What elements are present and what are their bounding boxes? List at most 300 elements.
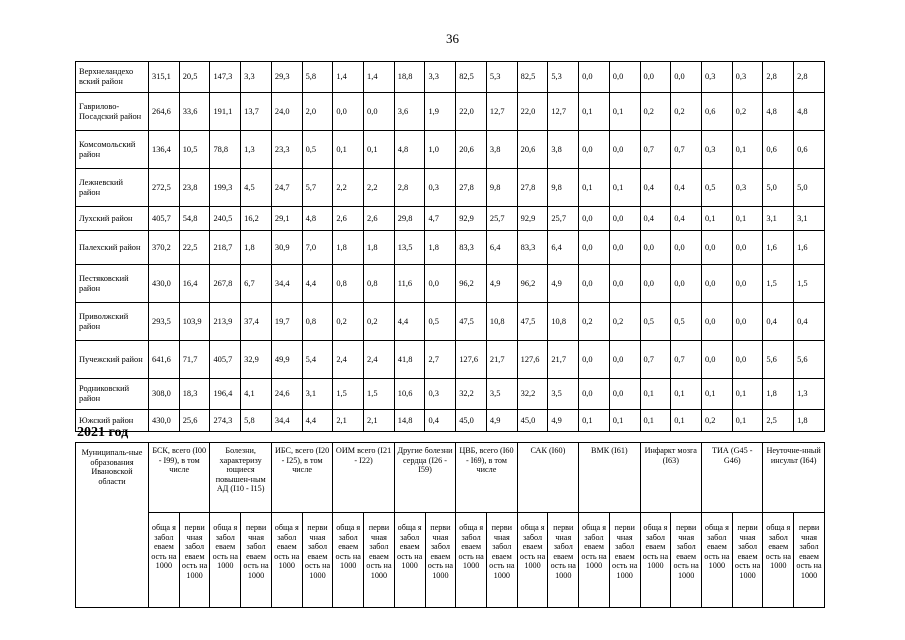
- value-cell: 25,7: [486, 207, 517, 231]
- value-cell: 2,4: [364, 341, 395, 379]
- value-cell: 24,6: [271, 379, 302, 410]
- group-header: БСК, всего (I00 - I99), в том числе: [149, 443, 210, 513]
- value-cell: 7,0: [302, 231, 333, 265]
- value-cell: 83,3: [456, 231, 487, 265]
- value-cell: 6,7: [241, 265, 272, 303]
- value-cell: 0,0: [333, 93, 364, 131]
- value-cell: 191,1: [210, 93, 241, 131]
- value-cell: 82,5: [456, 62, 487, 93]
- value-cell: 0,1: [732, 131, 763, 169]
- value-cell: 0,4: [640, 207, 671, 231]
- value-cell: 5,6: [794, 341, 825, 379]
- value-cell: 0,0: [579, 131, 610, 169]
- value-cell: 11,6: [394, 265, 425, 303]
- value-cell: 34,4: [271, 265, 302, 303]
- value-cell: 0,0: [609, 131, 640, 169]
- value-cell: 0,8: [364, 265, 395, 303]
- sub-header-primary: перви чная забол еваем ость на 1000: [671, 513, 702, 608]
- value-cell: 2,6: [364, 207, 395, 231]
- value-cell: 0,0: [701, 303, 732, 341]
- value-cell: 0,4: [763, 303, 794, 341]
- value-cell: 267,8: [210, 265, 241, 303]
- value-cell: 4,9: [548, 265, 579, 303]
- value-cell: 1,5: [794, 265, 825, 303]
- value-cell: 1,8: [241, 231, 272, 265]
- value-cell: 4,8: [763, 93, 794, 131]
- value-cell: 12,7: [548, 93, 579, 131]
- value-cell: 0,0: [579, 265, 610, 303]
- value-cell: 0,5: [302, 131, 333, 169]
- value-cell: 370,2: [149, 231, 180, 265]
- value-cell: 0,1: [579, 169, 610, 207]
- value-cell: 4,4: [302, 265, 333, 303]
- value-cell: 83,3: [517, 231, 548, 265]
- value-cell: 0,2: [364, 303, 395, 341]
- value-cell: 96,2: [456, 265, 487, 303]
- value-cell: 14,8: [394, 410, 425, 432]
- value-cell: 3,1: [302, 379, 333, 410]
- sub-header-general: обща я забол еваем ость на 1000: [271, 513, 302, 608]
- value-cell: 24,7: [271, 169, 302, 207]
- value-cell: 0,4: [425, 410, 456, 432]
- value-cell: 45,0: [456, 410, 487, 432]
- value-cell: 430,0: [149, 265, 180, 303]
- value-cell: 0,0: [579, 341, 610, 379]
- value-cell: 3,3: [241, 62, 272, 93]
- district-name: Верхнеландехо вский район: [76, 62, 149, 93]
- value-cell: 274,3: [210, 410, 241, 432]
- value-cell: 0,1: [732, 410, 763, 432]
- value-cell: 24,0: [271, 93, 302, 131]
- value-cell: 0,1: [579, 93, 610, 131]
- sub-header-general: обща я забол еваем ость на 1000: [517, 513, 548, 608]
- value-cell: 0,1: [364, 131, 395, 169]
- value-cell: 32,9: [241, 341, 272, 379]
- group-header: ТИА (G45 - G46): [702, 443, 763, 513]
- group-header: ВМК (I61): [579, 443, 640, 513]
- value-cell: 13,5: [394, 231, 425, 265]
- value-cell: 3,8: [486, 131, 517, 169]
- value-cell: 5,8: [302, 62, 333, 93]
- table-row: [76, 93, 825, 131]
- value-cell: 22,0: [456, 93, 487, 131]
- table-row: [76, 303, 825, 341]
- value-cell: 5,7: [302, 169, 333, 207]
- value-cell: 0,0: [732, 303, 763, 341]
- group-header: Инфаркт мозга (I63): [640, 443, 701, 513]
- value-cell: 0,1: [640, 410, 671, 432]
- value-cell: 23,3: [271, 131, 302, 169]
- value-cell: 2,5: [763, 410, 794, 432]
- value-cell: 0,0: [579, 231, 610, 265]
- district-name: Пучежский район: [76, 341, 149, 379]
- value-cell: 5,0: [794, 169, 825, 207]
- value-cell: 12,7: [486, 93, 517, 131]
- value-cell: 315,1: [149, 62, 180, 93]
- value-cell: 641,6: [149, 341, 180, 379]
- value-cell: 3,1: [794, 207, 825, 231]
- value-cell: 1,6: [763, 231, 794, 265]
- value-cell: 1,9: [425, 93, 456, 131]
- value-cell: 0,0: [732, 231, 763, 265]
- value-cell: 54,8: [179, 207, 210, 231]
- value-cell: 5,6: [763, 341, 794, 379]
- sub-header-primary: перви чная забол еваем ость на 1000: [486, 513, 517, 608]
- value-cell: 0,2: [333, 303, 364, 341]
- value-cell: 0,2: [609, 303, 640, 341]
- value-cell: 0,0: [701, 265, 732, 303]
- year-heading: 2021 год: [77, 425, 129, 440]
- value-cell: 82,5: [517, 62, 548, 93]
- value-cell: 3,5: [486, 379, 517, 410]
- value-cell: 0,0: [609, 207, 640, 231]
- value-cell: 29,3: [271, 62, 302, 93]
- sub-header-row: [76, 513, 825, 608]
- value-cell: 4,9: [486, 265, 517, 303]
- value-cell: 47,5: [456, 303, 487, 341]
- value-cell: 5,3: [486, 62, 517, 93]
- value-cell: 37,4: [241, 303, 272, 341]
- sub-header-general: обща я забол еваем ость на 1000: [579, 513, 610, 608]
- value-cell: 1,0: [425, 131, 456, 169]
- value-cell: 0,7: [671, 131, 702, 169]
- value-cell: 0,0: [579, 62, 610, 93]
- sub-header-primary: перви чная забол еваем ость на 1000: [732, 513, 763, 608]
- value-cell: 2,4: [333, 341, 364, 379]
- value-cell: 1,8: [425, 231, 456, 265]
- value-cell: 0,0: [609, 265, 640, 303]
- value-cell: 34,4: [271, 410, 302, 432]
- value-cell: 32,2: [456, 379, 487, 410]
- table-row: [76, 265, 825, 303]
- value-cell: 19,7: [271, 303, 302, 341]
- table-row: [76, 231, 825, 265]
- value-cell: 264,6: [149, 93, 180, 131]
- page-number: 36: [446, 31, 459, 46]
- value-cell: 18,8: [394, 62, 425, 93]
- value-cell: 0,0: [609, 341, 640, 379]
- value-cell: 0,0: [701, 341, 732, 379]
- sub-header-primary: перви чная забол еваем ость на 1000: [425, 513, 456, 608]
- table-row: [76, 410, 825, 432]
- sub-header-general: обща я забол еваем ость на 1000: [210, 513, 241, 608]
- value-cell: 41,8: [394, 341, 425, 379]
- value-cell: 0,1: [671, 410, 702, 432]
- value-cell: 0,1: [701, 379, 732, 410]
- value-cell: 10,8: [548, 303, 579, 341]
- value-cell: 405,7: [210, 341, 241, 379]
- sub-header-general: обща я забол еваем ость на 1000: [702, 513, 733, 608]
- value-cell: 308,0: [149, 379, 180, 410]
- sub-header-general: обща я забол еваем ость на 1000: [640, 513, 671, 608]
- value-cell: 0,2: [640, 93, 671, 131]
- value-cell: 33,6: [179, 93, 210, 131]
- value-cell: 0,0: [579, 379, 610, 410]
- value-cell: 127,6: [517, 341, 548, 379]
- value-cell: 4,1: [241, 379, 272, 410]
- sub-header-primary: перви чная забол еваем ость на 1000: [179, 513, 210, 608]
- value-cell: 92,9: [456, 207, 487, 231]
- group-header: ИБС, всего (I20 - I25), в том числе: [271, 443, 332, 513]
- value-cell: 29,1: [271, 207, 302, 231]
- value-cell: 29,8: [394, 207, 425, 231]
- value-cell: 20,6: [517, 131, 548, 169]
- value-cell: 25,6: [179, 410, 210, 432]
- sub-header-primary: перви чная забол еваем ость на 1000: [241, 513, 272, 608]
- value-cell: 1,5: [333, 379, 364, 410]
- value-cell: 196,4: [210, 379, 241, 410]
- value-cell: 23,8: [179, 169, 210, 207]
- value-cell: 0,0: [579, 207, 610, 231]
- district-name: Лухский район: [76, 207, 149, 231]
- value-cell: 3,5: [548, 379, 579, 410]
- value-cell: 0,0: [732, 265, 763, 303]
- value-cell: 0,3: [425, 379, 456, 410]
- value-cell: 240,5: [210, 207, 241, 231]
- group-header: Болезни, характеризу ющиеся повышен-ным АД (I10 - I15): [210, 443, 271, 513]
- value-cell: 136,4: [149, 131, 180, 169]
- value-cell: 0,0: [609, 62, 640, 93]
- value-cell: 0,0: [609, 231, 640, 265]
- table-row: [76, 169, 825, 207]
- value-cell: 1,8: [763, 379, 794, 410]
- value-cell: 30,9: [271, 231, 302, 265]
- value-cell: 405,7: [149, 207, 180, 231]
- value-cell: 6,4: [486, 231, 517, 265]
- table-row: [76, 341, 825, 379]
- value-cell: 0,1: [671, 379, 702, 410]
- group-header: Неуточне-нный инсульт (I64): [763, 443, 824, 513]
- value-cell: 0,2: [732, 93, 763, 131]
- value-cell: 430,0: [149, 410, 180, 432]
- group-header: САК (I60): [517, 443, 578, 513]
- value-cell: 4,4: [302, 410, 333, 432]
- value-cell: 0,0: [425, 265, 456, 303]
- sub-header-general: обща я забол еваем ость на 1000: [149, 513, 180, 608]
- incidence-table-2021-header: [75, 442, 825, 608]
- value-cell: 47,5: [517, 303, 548, 341]
- value-cell: 0,4: [640, 169, 671, 207]
- value-cell: 0,0: [671, 265, 702, 303]
- value-cell: 0,1: [579, 410, 610, 432]
- value-cell: 4,9: [486, 410, 517, 432]
- value-cell: 0,0: [671, 62, 702, 93]
- value-cell: 0,8: [333, 265, 364, 303]
- sub-header-primary: перви чная забол еваем ость на 1000: [609, 513, 640, 608]
- value-cell: 32,2: [517, 379, 548, 410]
- value-cell: 0,0: [609, 379, 640, 410]
- value-cell: 0,5: [671, 303, 702, 341]
- value-cell: 0,4: [671, 169, 702, 207]
- value-cell: 0,3: [701, 131, 732, 169]
- value-cell: 13,7: [241, 93, 272, 131]
- value-cell: 147,3: [210, 62, 241, 93]
- value-cell: 0,2: [579, 303, 610, 341]
- sub-header-primary: перви чная забол еваем ость на 1000: [794, 513, 825, 608]
- value-cell: 4,5: [241, 169, 272, 207]
- value-cell: 6,4: [548, 231, 579, 265]
- value-cell: 2,1: [333, 410, 364, 432]
- value-cell: 5,3: [548, 62, 579, 93]
- value-cell: 3,8: [548, 131, 579, 169]
- value-cell: 10,8: [486, 303, 517, 341]
- value-cell: 2,2: [364, 169, 395, 207]
- sub-header-general: обща я забол еваем ость на 1000: [763, 513, 794, 608]
- value-cell: 1,4: [333, 62, 364, 93]
- value-cell: 21,7: [548, 341, 579, 379]
- value-cell: 4,9: [548, 410, 579, 432]
- value-cell: 0,0: [701, 231, 732, 265]
- value-cell: 2,6: [333, 207, 364, 231]
- value-cell: 20,6: [456, 131, 487, 169]
- value-cell: 0,3: [732, 169, 763, 207]
- value-cell: 27,8: [517, 169, 548, 207]
- sub-header-general: обща я забол еваем ость на 1000: [456, 513, 487, 608]
- value-cell: 2,2: [333, 169, 364, 207]
- value-cell: 218,7: [210, 231, 241, 265]
- value-cell: 22,0: [517, 93, 548, 131]
- value-cell: 27,8: [456, 169, 487, 207]
- value-cell: 0,1: [640, 379, 671, 410]
- value-cell: 2,1: [364, 410, 395, 432]
- sub-header-primary: перви чная забол еваем ость на 1000: [302, 513, 333, 608]
- value-cell: 20,5: [179, 62, 210, 93]
- value-cell: 4,8: [302, 207, 333, 231]
- value-cell: 0,0: [671, 231, 702, 265]
- value-cell: 96,2: [517, 265, 548, 303]
- value-cell: 1,3: [241, 131, 272, 169]
- value-cell: 1,8: [333, 231, 364, 265]
- group-header: ОИМ всего (I21 - I22): [333, 443, 394, 513]
- district-name: Родниковский район: [76, 379, 149, 410]
- value-cell: 3,1: [763, 207, 794, 231]
- value-cell: 4,8: [394, 131, 425, 169]
- value-cell: 4,4: [394, 303, 425, 341]
- value-cell: 1,5: [763, 265, 794, 303]
- value-cell: 1,6: [794, 231, 825, 265]
- value-cell: 16,2: [241, 207, 272, 231]
- sub-header-primary: перви чная забол еваем ость на 1000: [364, 513, 395, 608]
- value-cell: 16,4: [179, 265, 210, 303]
- value-cell: 2,8: [394, 169, 425, 207]
- value-cell: 0,0: [364, 93, 395, 131]
- value-cell: 3,6: [394, 93, 425, 131]
- value-cell: 10,6: [394, 379, 425, 410]
- value-cell: 0,7: [640, 341, 671, 379]
- value-cell: 0,3: [732, 62, 763, 93]
- value-cell: 0,6: [794, 131, 825, 169]
- value-cell: 9,8: [548, 169, 579, 207]
- value-cell: 0,2: [671, 93, 702, 131]
- value-cell: 0,7: [671, 341, 702, 379]
- value-cell: 0,1: [732, 379, 763, 410]
- value-cell: 0,1: [609, 169, 640, 207]
- value-cell: 2,0: [302, 93, 333, 131]
- group-header-row: [76, 443, 825, 513]
- table-row: [76, 62, 825, 93]
- group-header: ЦВБ, всего (I60 - I69), в том числе: [456, 443, 517, 513]
- value-cell: 9,8: [486, 169, 517, 207]
- value-cell: 0,1: [609, 93, 640, 131]
- value-cell: 0,0: [640, 231, 671, 265]
- district-name: Южский район: [76, 410, 149, 432]
- value-cell: 0,5: [640, 303, 671, 341]
- value-cell: 1,8: [794, 410, 825, 432]
- value-cell: 0,6: [701, 93, 732, 131]
- value-cell: 0,3: [425, 169, 456, 207]
- value-cell: 199,3: [210, 169, 241, 207]
- sub-header-general: обща я забол еваем ость на 1000: [394, 513, 425, 608]
- value-cell: 0,8: [302, 303, 333, 341]
- value-cell: 0,0: [640, 62, 671, 93]
- municipality-header: Муниципаль-ные образования Ивановской области: [76, 443, 149, 608]
- value-cell: 0,0: [732, 341, 763, 379]
- value-cell: 21,7: [486, 341, 517, 379]
- district-name: Гаврилово-Посадский район: [76, 93, 149, 131]
- value-cell: 1,4: [364, 62, 395, 93]
- value-cell: 213,9: [210, 303, 241, 341]
- value-cell: 5,8: [241, 410, 272, 432]
- value-cell: 272,5: [149, 169, 180, 207]
- value-cell: 2,8: [763, 62, 794, 93]
- value-cell: 0,4: [671, 207, 702, 231]
- value-cell: 0,5: [701, 169, 732, 207]
- value-cell: 5,0: [763, 169, 794, 207]
- value-cell: 127,6: [456, 341, 487, 379]
- value-cell: 0,1: [701, 207, 732, 231]
- value-cell: 0,7: [640, 131, 671, 169]
- value-cell: 78,8: [210, 131, 241, 169]
- value-cell: 45,0: [517, 410, 548, 432]
- value-cell: 0,5: [425, 303, 456, 341]
- value-cell: 92,9: [517, 207, 548, 231]
- value-cell: 0,1: [333, 131, 364, 169]
- incidence-table-continued: [75, 61, 825, 432]
- value-cell: 293,5: [149, 303, 180, 341]
- table-row: [76, 131, 825, 169]
- group-header: Другие болезни сердца (I26 - I59): [394, 443, 455, 513]
- district-name: Пестяковский район: [76, 265, 149, 303]
- value-cell: 25,7: [548, 207, 579, 231]
- value-cell: 49,9: [271, 341, 302, 379]
- value-cell: 1,3: [794, 379, 825, 410]
- table-row: [76, 379, 825, 410]
- value-cell: 22,5: [179, 231, 210, 265]
- value-cell: 4,7: [425, 207, 456, 231]
- district-name: Комсомольский район: [76, 131, 149, 169]
- district-name: Лежневский район: [76, 169, 149, 207]
- value-cell: 18,3: [179, 379, 210, 410]
- value-cell: 0,1: [732, 207, 763, 231]
- district-name: Палехский район: [76, 231, 149, 265]
- value-cell: 2,8: [794, 62, 825, 93]
- value-cell: 103,9: [179, 303, 210, 341]
- sub-header-primary: перви чная забол еваем ость на 1000: [548, 513, 579, 608]
- value-cell: 0,0: [640, 265, 671, 303]
- value-cell: 71,7: [179, 341, 210, 379]
- value-cell: 3,3: [425, 62, 456, 93]
- value-cell: 4,8: [794, 93, 825, 131]
- sub-header-general: обща я забол еваем ость на 1000: [333, 513, 364, 608]
- value-cell: 0,1: [609, 410, 640, 432]
- table-row: [76, 207, 825, 231]
- value-cell: 2,7: [425, 341, 456, 379]
- value-cell: 1,5: [364, 379, 395, 410]
- value-cell: 0,2: [701, 410, 732, 432]
- value-cell: 0,3: [701, 62, 732, 93]
- value-cell: 0,6: [763, 131, 794, 169]
- value-cell: 1,8: [364, 231, 395, 265]
